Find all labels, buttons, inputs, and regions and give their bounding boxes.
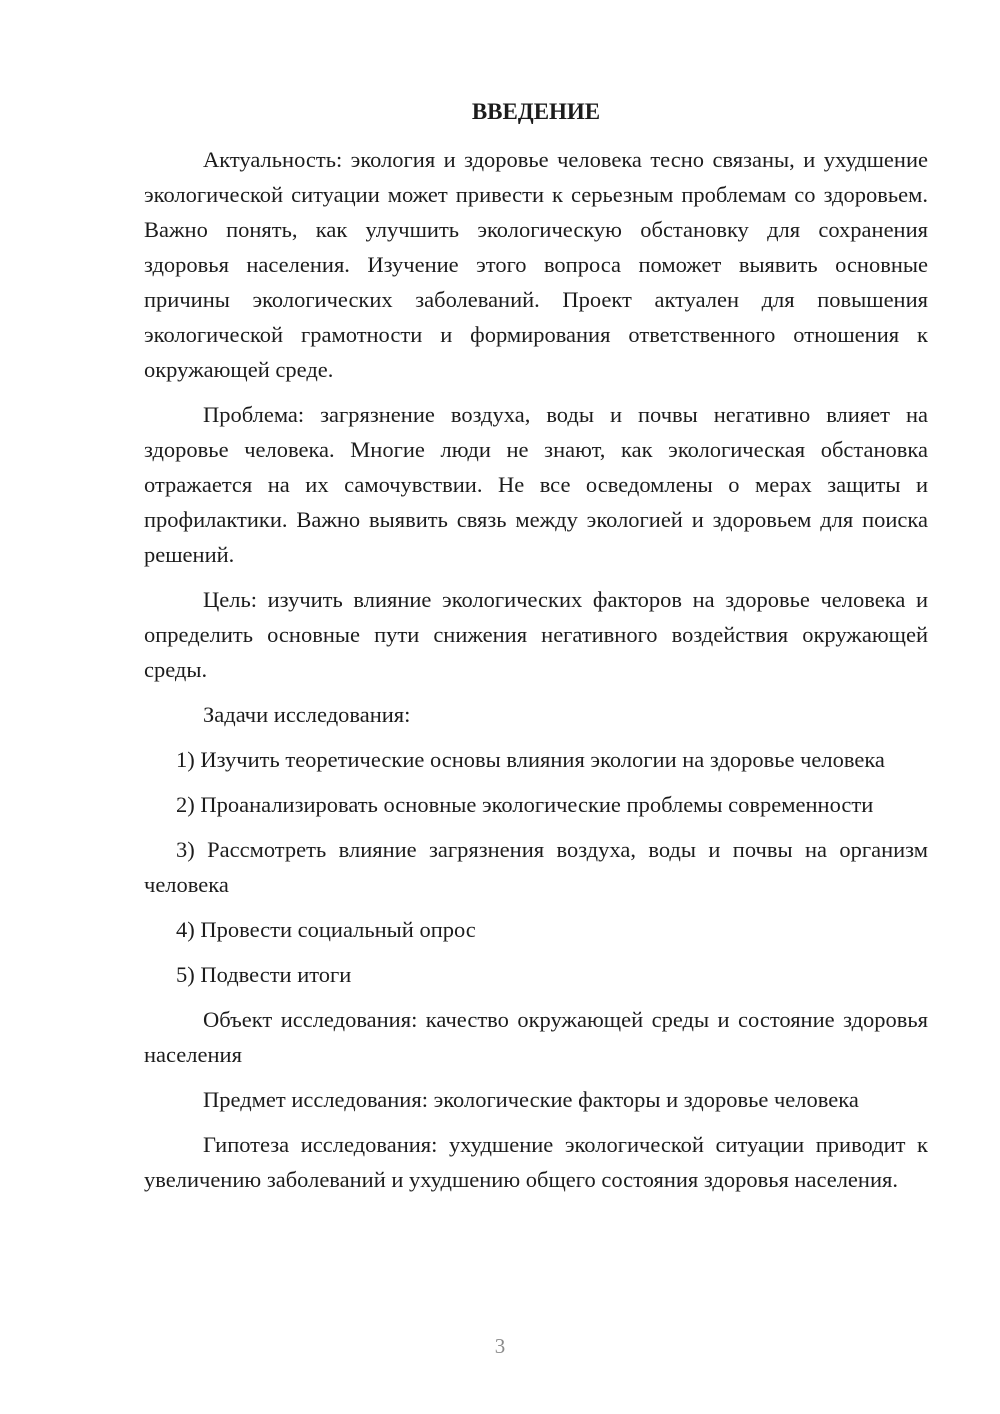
paragraph-relevance: Актуальность: экология и здоровье человека тесно связаны, и ухудшение экологической ситуации может привести к серьезным проблемам со здоровьем. Важно понять, как улучшить экологическую обстановку для сохранения здоровья населения. Изучение этого вопроса поможет выявить основные причины экологических заболеваний. Проект актуален для повышения экологической грамотности и формирования ответственного отношения к окружающей среде. xyxy=(144,147,928,382)
page-number: 3 xyxy=(494,1334,506,1358)
paragraph-problem: Проблема: загрязнение воздуха, воды и почвы негативно влияет на здоровье человека. Многие люди не знают, как экологическая обстановка отражается на их самочувствии. Не все осведомлены о мерах защиты и профилактики. Важно выявить связь между экологией и здоровьем для поиска решений. xyxy=(144,402,928,567)
list-item-task-3: 3) Рассмотреть влияние загрязнения воздуха, воды и почвы на организм человека xyxy=(144,837,928,897)
list-item-task-4: 4) Провести социальный опрос xyxy=(176,917,476,942)
list-item-task-2: 2) Проанализировать основные экологические проблемы современности xyxy=(176,792,874,817)
paragraph-hypothesis: Гипотеза исследования: ухудшение экологической ситуации приводит к увеличению заболеваний и ухудшению общего состояния здоровья населения. xyxy=(144,1132,928,1192)
paragraph-goal: Цель: изучить влияние экологических факторов на здоровье человека и определить основные пути снижения негативного воздействия окружающей среды. xyxy=(144,587,928,682)
document-body xyxy=(144,142,928,1207)
page-title: ВВЕДЕНИЕ xyxy=(471,99,601,124)
list-item-task-5: 5) Подвести итоги xyxy=(176,962,352,987)
list-item-task-1: 1) Изучить теоретические основы влияния экологии на здоровье человека xyxy=(176,747,885,772)
paragraph-subject: Предмет исследования: экологические факторы и здоровье человека xyxy=(203,1087,859,1112)
paragraph-object: Объект исследования: качество окружающей среды и состояние здоровья населения xyxy=(144,1007,928,1067)
tasks-title: Задачи исследования: xyxy=(203,702,411,727)
